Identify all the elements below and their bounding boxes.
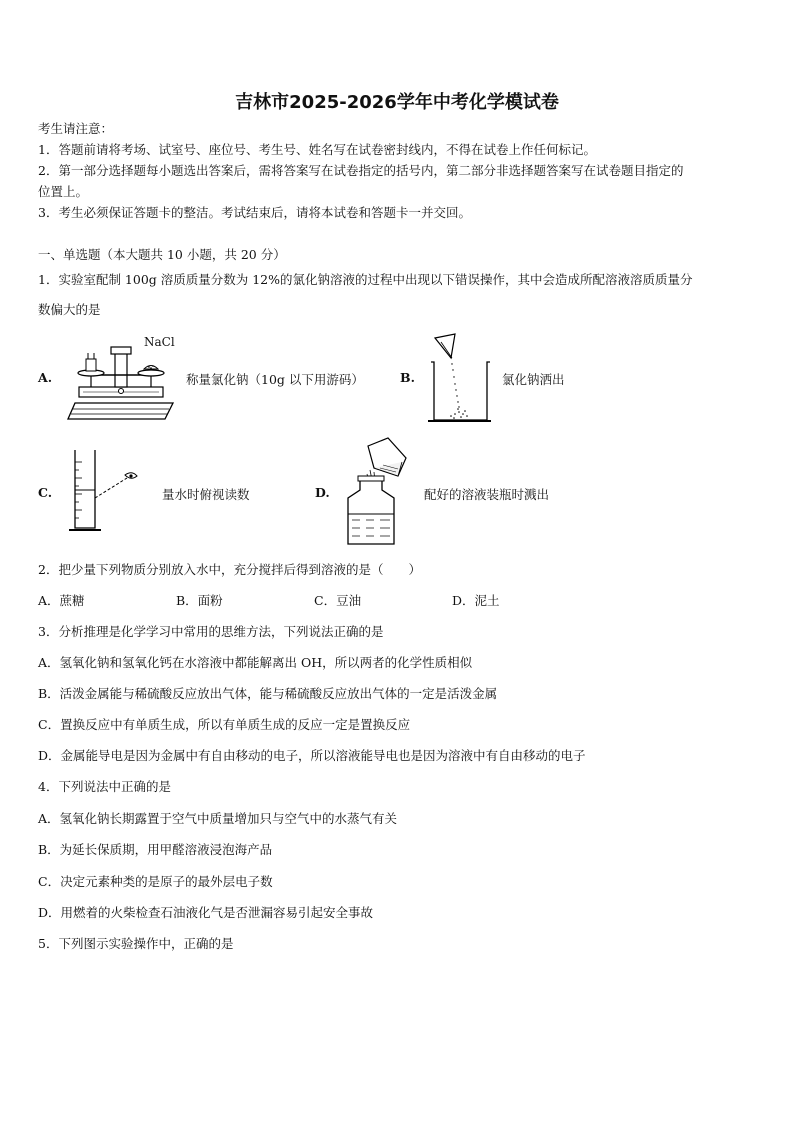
section-heading: 一、单选题（本大题共 10 小题，共 20 分） [38, 247, 286, 262]
question-4-option: C．决定元素种类的是原子的最外层电子数 [38, 874, 273, 889]
question-2-option: A．蔗糖 [38, 593, 85, 608]
question-4-option: B．为延长保质期，用甲醛溶液浸泡海产品 [38, 842, 273, 857]
question-2-option: B．面粉 [176, 593, 223, 608]
option-c-letter: C. [38, 485, 53, 500]
option-a-letter: A. [38, 370, 53, 385]
option-d-letter: D. [315, 485, 330, 500]
question-3-option: A．氢氧化钠和氢氧化钙在水溶液中都能解离出 OH，所以两者的化学性质相似 [38, 655, 473, 670]
option-d-caption: 配好的溶液装瓶时溅出 [424, 487, 550, 502]
option-c-caption: 量水时俯视读数 [162, 487, 250, 502]
graduated-cylinder-figure [65, 448, 145, 534]
page-title: 吉林市2025-2026学年中考化学模试卷 [235, 92, 559, 113]
question-4-option: A．氢氧化钠长期露置于空气中质量增加只与空气中的水蒸气有关 [38, 811, 398, 826]
beaker-spill-figure [425, 332, 495, 424]
notice-heading: 考生请注意： [38, 121, 114, 136]
question-3-option: B．活泼金属能与稀硫酸反应放出气体，能与稀硫酸反应放出气体的一定是活泼金属 [38, 686, 498, 701]
question-2-stem: 2．把少量下列物质分别放入水中，充分搅拌后得到溶液的是（ ） [38, 562, 421, 577]
option-b-letter: B. [400, 370, 415, 385]
question-3-option: D．金属能导电是因为金属中有自由移动的电子，所以溶液能导电也是因为溶液中有自由移动的电子 [38, 748, 586, 763]
question-1-stem-cont: 数偏大的是 [38, 302, 101, 317]
notice-item: 3．考生必须保证答题卡的整洁。考试结束后，请将本试卷和答题卡一并交回。 [38, 205, 471, 220]
question-2-option: D．泥土 [452, 593, 500, 608]
question-4-option: D．用燃着的火柴检查石油液化气是否泄漏容易引起安全事故 [38, 905, 374, 920]
balance-scale-figure [65, 345, 180, 423]
notice-item: 位置上。 [38, 184, 89, 199]
question-3-stem: 3．分析推理是化学学习中常用的思维方法，下列说法正确的是 [38, 624, 384, 639]
question-1-stem: 1．实验室配制 100g 溶质质量分数为 12%的氯化钠溶液的过程中出现以下错误操作，其中会造成所配溶液溶质质量分 [38, 272, 693, 287]
nacl-label: NaCl [144, 335, 175, 349]
question-3-option: C．置换反应中有单质生成，所以有单质生成的反应一定是置换反应 [38, 717, 411, 732]
bottle-pouring-figure [340, 436, 415, 548]
question-4-stem: 4．下列说法中正确的是 [38, 779, 171, 794]
question-2-option: C．豆油 [314, 593, 362, 608]
notice-item: 1．答题前请将考场、试室号、座位号、考生号、姓名写在试卷密封线内，不得在试卷上作任何标记。 [38, 142, 596, 157]
question-5-stem: 5．下列图示实验操作中，正确的是 [38, 936, 234, 951]
option-b-caption: 氯化钠洒出 [502, 372, 565, 387]
notice-item: 2．第一部分选择题每小题选出答案后，需将答案写在试卷指定的括号内，第二部分非选择题答案写在试卷题目指定的 [38, 163, 684, 178]
option-a-caption: 称量氯化钠（10g 以下用游码） [186, 372, 364, 387]
